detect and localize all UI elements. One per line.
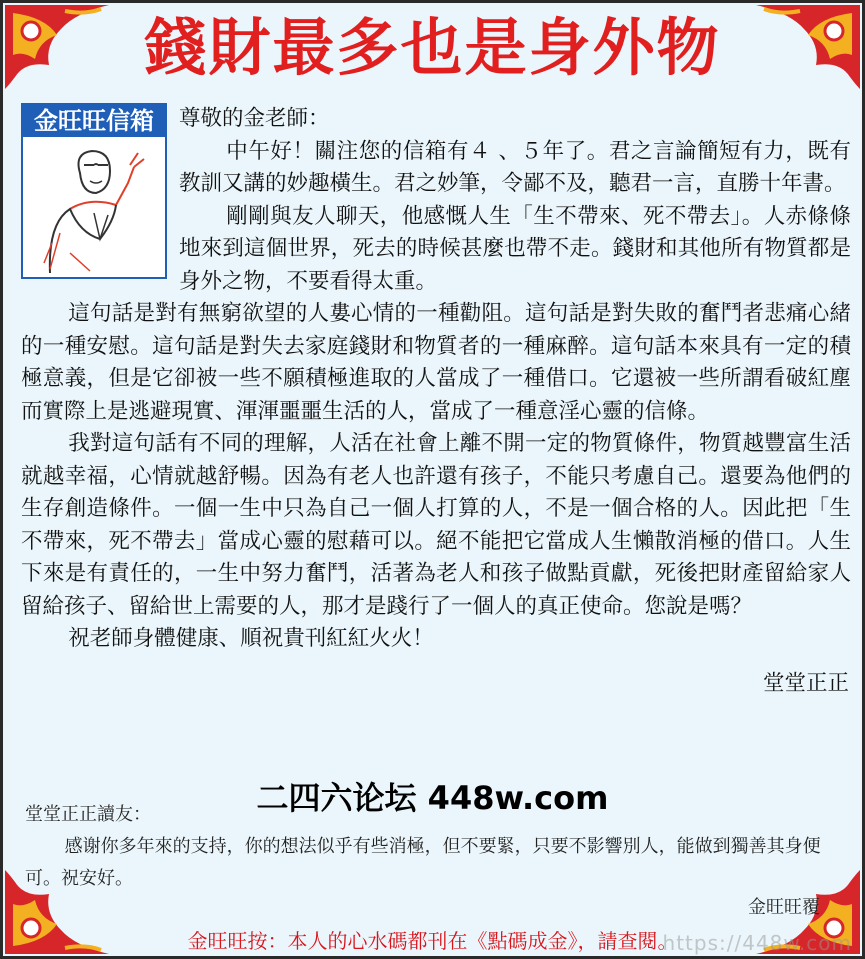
letter-paragraph: 中午好！關注您的信箱有４ 、５年了。君之言論簡短有力，既有教訓又講的妙趣橫生。君之妙筆，令鄙不及，聽君一言，直勝十年書。 — [179, 138, 851, 196]
page-title: 錢財最多也是身外物 — [144, 11, 721, 84]
reply-salutation: 堂堂正正讀友： — [25, 804, 151, 825]
letter-paragraph: 剛剛與友人聊天，他感慨人生「生不帶來、死不帶去」。人赤條條地來到這個世界，死去的時候甚麼也帶不走。錢財和其他所有物質都是身外之物，不要看得太重。 — [179, 203, 851, 294]
letter-paragraph: 祝老師身體健康、順祝貴刊紅紅火火！ — [68, 626, 434, 651]
letter-paragraph: 這句話是對有無窮欲望的人婁心情的一種勸阻。這句話是對失敗的奮鬥者悲痛心緒的一種安慰。這句話是對失去家庭錢財和物質者的一種麻醉。這句話本來具有一定的積極意義，但是它卻被一些不願積極進取的人當成了一種借口。它還被一些所謂看破紅塵而實際上是逃避現實、渾渾噩噩生活的人，當成了一種意淫心靈的信條。 — [21, 301, 851, 424]
letter-signature: 堂堂正正 — [762, 670, 849, 696]
forum-watermark: 二四六论坛 448w.com — [256, 779, 609, 817]
column-name: 金旺旺信箱 — [23, 105, 165, 137]
editor-note: 金旺旺按：本人的心水碼都刊在《點碼成金》，請查閱。 — [187, 929, 678, 953]
url-watermark: https://448w.com — [662, 931, 852, 955]
reply-section — [25, 799, 849, 895]
letter-greeting: 尊敬的金老師： — [179, 106, 330, 131]
letter-body — [21, 103, 851, 700]
letter-paragraph: 我對這句話有不同的理解，人活在社會上離不開一定的物質條件，物質越豐富生活就越幸福，心情就越舒暢。因為有老人也許還有孩子，不能只考慮自己。還要為他們的生存創造條件。一個一生中只為自己一個人打算的人，不是一個合格的人。因此把「生不帶來，死不帶去」當成心靈的慰藉可以。絕不能把它當成人生懶散消極的借口。人生下來是有責任的，一生中努力奮鬥，活著為老人和孩子做點貢獻，死後把財產留給家人留給孩子、留給世上需要的人，那才是踐行了一個人的真正使命。您說是嗎？ — [21, 431, 851, 619]
reply-body: 感谢你多年來的支持，你的想法似乎有些消極，但不要緊，只要不影響別人，能做到獨善其身便可。祝安好。 — [25, 836, 821, 889]
reply-signature: 金旺旺覆 — [748, 897, 820, 918]
